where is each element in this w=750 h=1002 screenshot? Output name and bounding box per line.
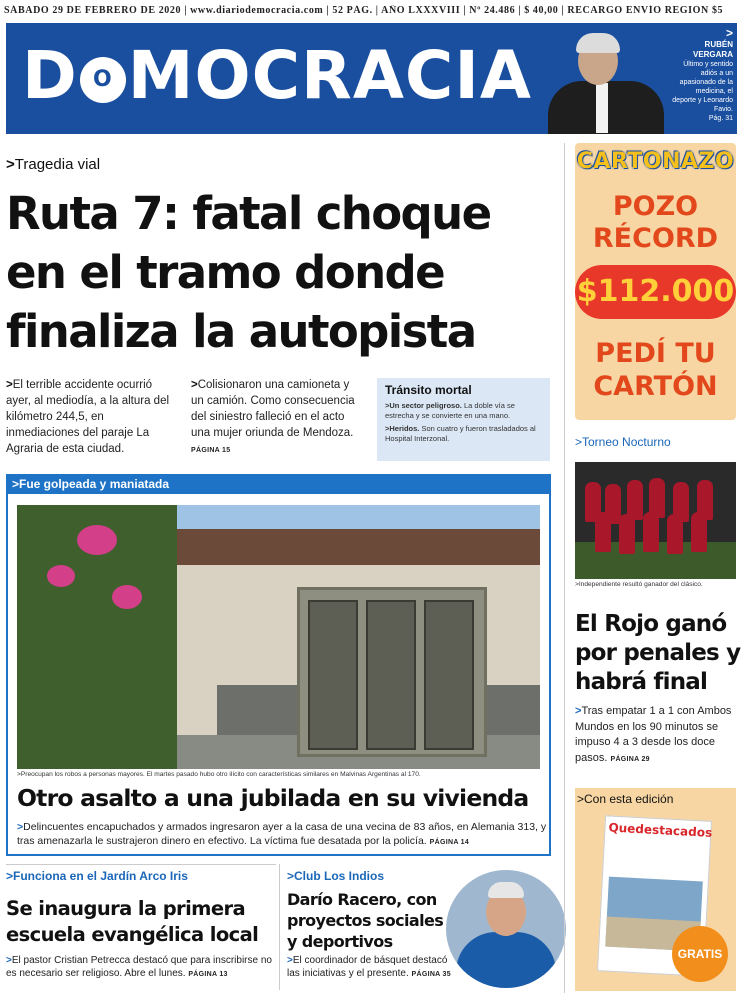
divider — [6, 864, 276, 865]
team-photo[interactable] — [575, 462, 736, 579]
ad-amount: $112.000 — [575, 265, 736, 319]
photo-hair — [576, 33, 620, 53]
box-title: Tránsito mortal — [385, 383, 472, 397]
column-divider — [564, 143, 565, 993]
teaser-name: RUBÉN VERGARA — [692, 40, 733, 59]
asalto-body: >Delincuentes encapuchados y armados ingresaron ayer a la casa de una vecina de 83 años, en Alemania 313, y tras amenazarla le sustrajeron dinero en efectivo. La víctima fue desatada por la policía. PÁGINA 14 — [17, 821, 547, 847]
supplement-ad[interactable] — [575, 814, 736, 991]
photo-caption: >Preocupan los robos a personas mayores. El martes pasado hubo otro ilícito con características similares en Malvinas Argentinas al 170. — [17, 771, 421, 778]
team-caption: >Independiente resultó ganador del clásico. — [575, 581, 703, 588]
indios-kicker[interactable]: >Club Los Indios — [287, 869, 385, 883]
newspaper-logo[interactable] — [22, 36, 532, 116]
edition-info-bar: SÁBADO 29 DE FEBRERO DE 2020 | www.diariodemocracia.com | 52 PÁG. | AÑO LXXXVIII | Nº 24.486 | $ 40,00 | RECARGO ENVÍO REGIÓN $5 — [4, 5, 724, 16]
cartonazo-ad[interactable] — [575, 143, 736, 420]
chevron-right-icon: > — [725, 26, 733, 40]
magazine-cover: Quedestacados — [597, 815, 712, 976]
logo-o-emblem: O — [80, 57, 126, 103]
edicion-kicker[interactable]: >Con esta edición — [575, 788, 736, 814]
main-col-1: >El terrible accidente ocurrió ayer, al mediodía, a la altura del kilómetro 244,5, en inmediaciones del paraje La Agraria de esta ciudad. — [6, 379, 170, 455]
indios-body: >El coordinador de básquet destacó las iniciativas y el presente. PÁGINA 35 — [287, 955, 451, 979]
teaser-text: Último y sentido adiós a un apasionado de la medicina, el deporte y Leonardo Favio. — [672, 61, 733, 113]
house-photo[interactable] — [17, 505, 540, 769]
escuela-kicker[interactable]: >Funciona en el Jardín Arco Iris — [6, 869, 188, 883]
teaser-photo[interactable] — [536, 23, 672, 134]
sidebar-box-transito[interactable]: Tránsito mortal >Un sector peligroso. La doble vía se estrecha y se convierte en una mano. >Heridos. Son cuatro y fueron trasladados al Hospital Interzonal. — [377, 378, 550, 461]
torneo-kicker[interactable]: >Torneo Nocturno — [575, 435, 671, 449]
main-col-2: >Colisionaron una camioneta y un camión. Como consecuencia del siniestro falleció en el acto una mujer oriunda de Mendoza. PÁGINA 15 — [191, 379, 355, 454]
page-ref: PÁGINA 15 — [191, 447, 231, 454]
rojo-headline[interactable]: El Rojo ganó por penales y habrá final — [575, 611, 741, 695]
masthead-teaser[interactable] — [672, 23, 737, 134]
main-kicker[interactable]: >Tragedia vial — [6, 156, 101, 173]
asalto-headline[interactable]: Otro asalto a una jubilada en su vivienda — [17, 784, 529, 812]
teaser-page: Pág. 31 — [708, 115, 733, 122]
gratis-badge: GRATIS — [672, 926, 728, 982]
indios-headline[interactable]: Darío Racero, con proyectos sociales y deportivos — [287, 890, 444, 951]
escuela-body: >El pastor Cristian Petrecca destacó que para inscribirse no es necesario ser religioso. Abre el lunes. PÁGINA 13 — [6, 955, 272, 979]
divider-v — [279, 864, 280, 990]
racero-photo[interactable] — [446, 870, 566, 988]
ad-cta: PEDÍ TU CARTÓN — [593, 338, 718, 402]
escuela-headline[interactable]: Se inaugura la primera escuela evangélica local — [6, 897, 259, 946]
ad-brand: CARTONAZO — [576, 149, 735, 174]
asalto-kicker-bar[interactable]: >Fue golpeada y maniatada — [6, 474, 551, 494]
rojo-body: >Tras empatar 1 a 1 con Ambos Mundos en los 90 minutos se impuso 4 a 3 desde los doce pasos. PÁGINA 29 — [575, 705, 732, 764]
photo-gate — [297, 587, 487, 757]
logo-letters: MOCRACIA — [127, 37, 532, 114]
logo-letter-d: D — [22, 37, 78, 114]
main-headline[interactable]: Ruta 7: fatal choque en el tramo donde finaliza la autopista — [6, 187, 491, 358]
ad-pozo: POZO RÉCORD — [592, 191, 719, 254]
photo-shirt — [596, 83, 608, 133]
